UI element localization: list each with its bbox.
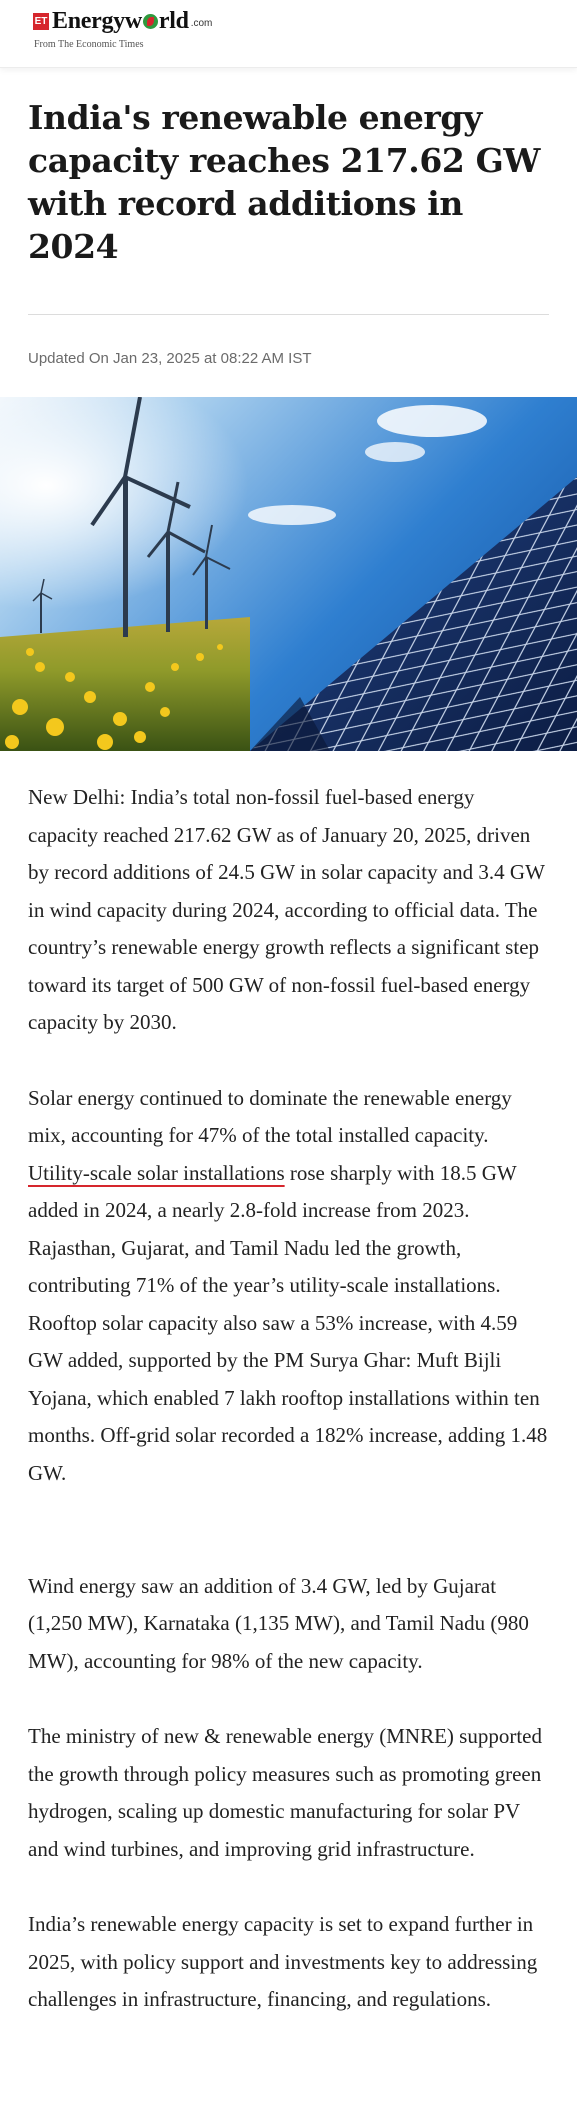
paragraph-2-text-before: Solar energy continued to dominate the renewable energy mix, accounting for 47% of the total installed capacity. <box>28 1085 512 1147</box>
logo-wordmark-part2: rld <box>158 8 189 34</box>
paragraph-2 <box>28 1080 549 1530</box>
paragraph-3: Wind energy saw an addition of 3.4 GW, led by Gujarat (1,250 MW), Karnataka (1,135 MW), and Tamil Nadu (980 MW), accounting for 98% of the new capacity. <box>28 1573 529 1673</box>
paragraph-2-text-after: rose sharply with 18.5 GW added in 2024, a nearly 2.8-fold increase from 2023. Rajasthan, Gujarat, and Tamil Nadu led the growth, contributing 71% of the year’s utility-scale installations. Rooftop solar capacity also saw a 53% increase, with 4.59 GW added, supported by the PM Surya Ghar: Muft Bijli Yojana, which enabled 7 lakh rooftop installations within ten months. Off-grid solar recorded a 182% increase, adding 1.48 GW. <box>28 1160 548 1485</box>
logo-wordmark <box>52 9 189 33</box>
hero-image <box>0 397 577 751</box>
globe-leaf-icon <box>143 14 158 29</box>
article-body <box>0 779 577 2019</box>
article <box>0 68 577 2019</box>
logo-subtitle: From The Economic Times <box>34 39 144 50</box>
et-badge: ET <box>33 13 49 30</box>
logo-wordmark-part1: Energyw <box>52 8 142 34</box>
paragraph-5: India’s renewable energy capacity is set to expand further in 2025, with policy support and investments key to addressing challenges in infrastructure, financing, and regulations. <box>28 1912 538 2011</box>
article-title: India's renewable energy capacity reaches 217.62 GW with record additions in 2024 <box>28 98 541 266</box>
site-header <box>0 0 577 68</box>
paragraph-1: New Delhi: India’s total non-fossil fuel-based energy capacity reached 217.62 GW as of January 20, 2025, driven by record additions of 24.5 GW in solar capacity and 3.4 GW in wind capacity during 2024, according to official data. The country’s renewable energy growth reflects a significant step toward its target of 500 GW of non-fossil fuel-based energy capacity by 2030. <box>28 785 545 1034</box>
updated-timestamp: Updated On Jan 23, 2025 at 08:22 AM IST <box>28 350 312 367</box>
paragraph-4: The ministry of new & renewable energy (MNRE) supported the growth through policy measures such as promoting green hydrogen, scaling up domestic manufacturing for solar PV and wind turbines, and improving grid infrastructure. <box>28 1724 542 1861</box>
logo-tld: .com <box>190 18 213 29</box>
utility-scale-solar-link[interactable]: Utility-scale solar installations <box>28 1160 285 1185</box>
site-logo[interactable] <box>33 7 577 33</box>
